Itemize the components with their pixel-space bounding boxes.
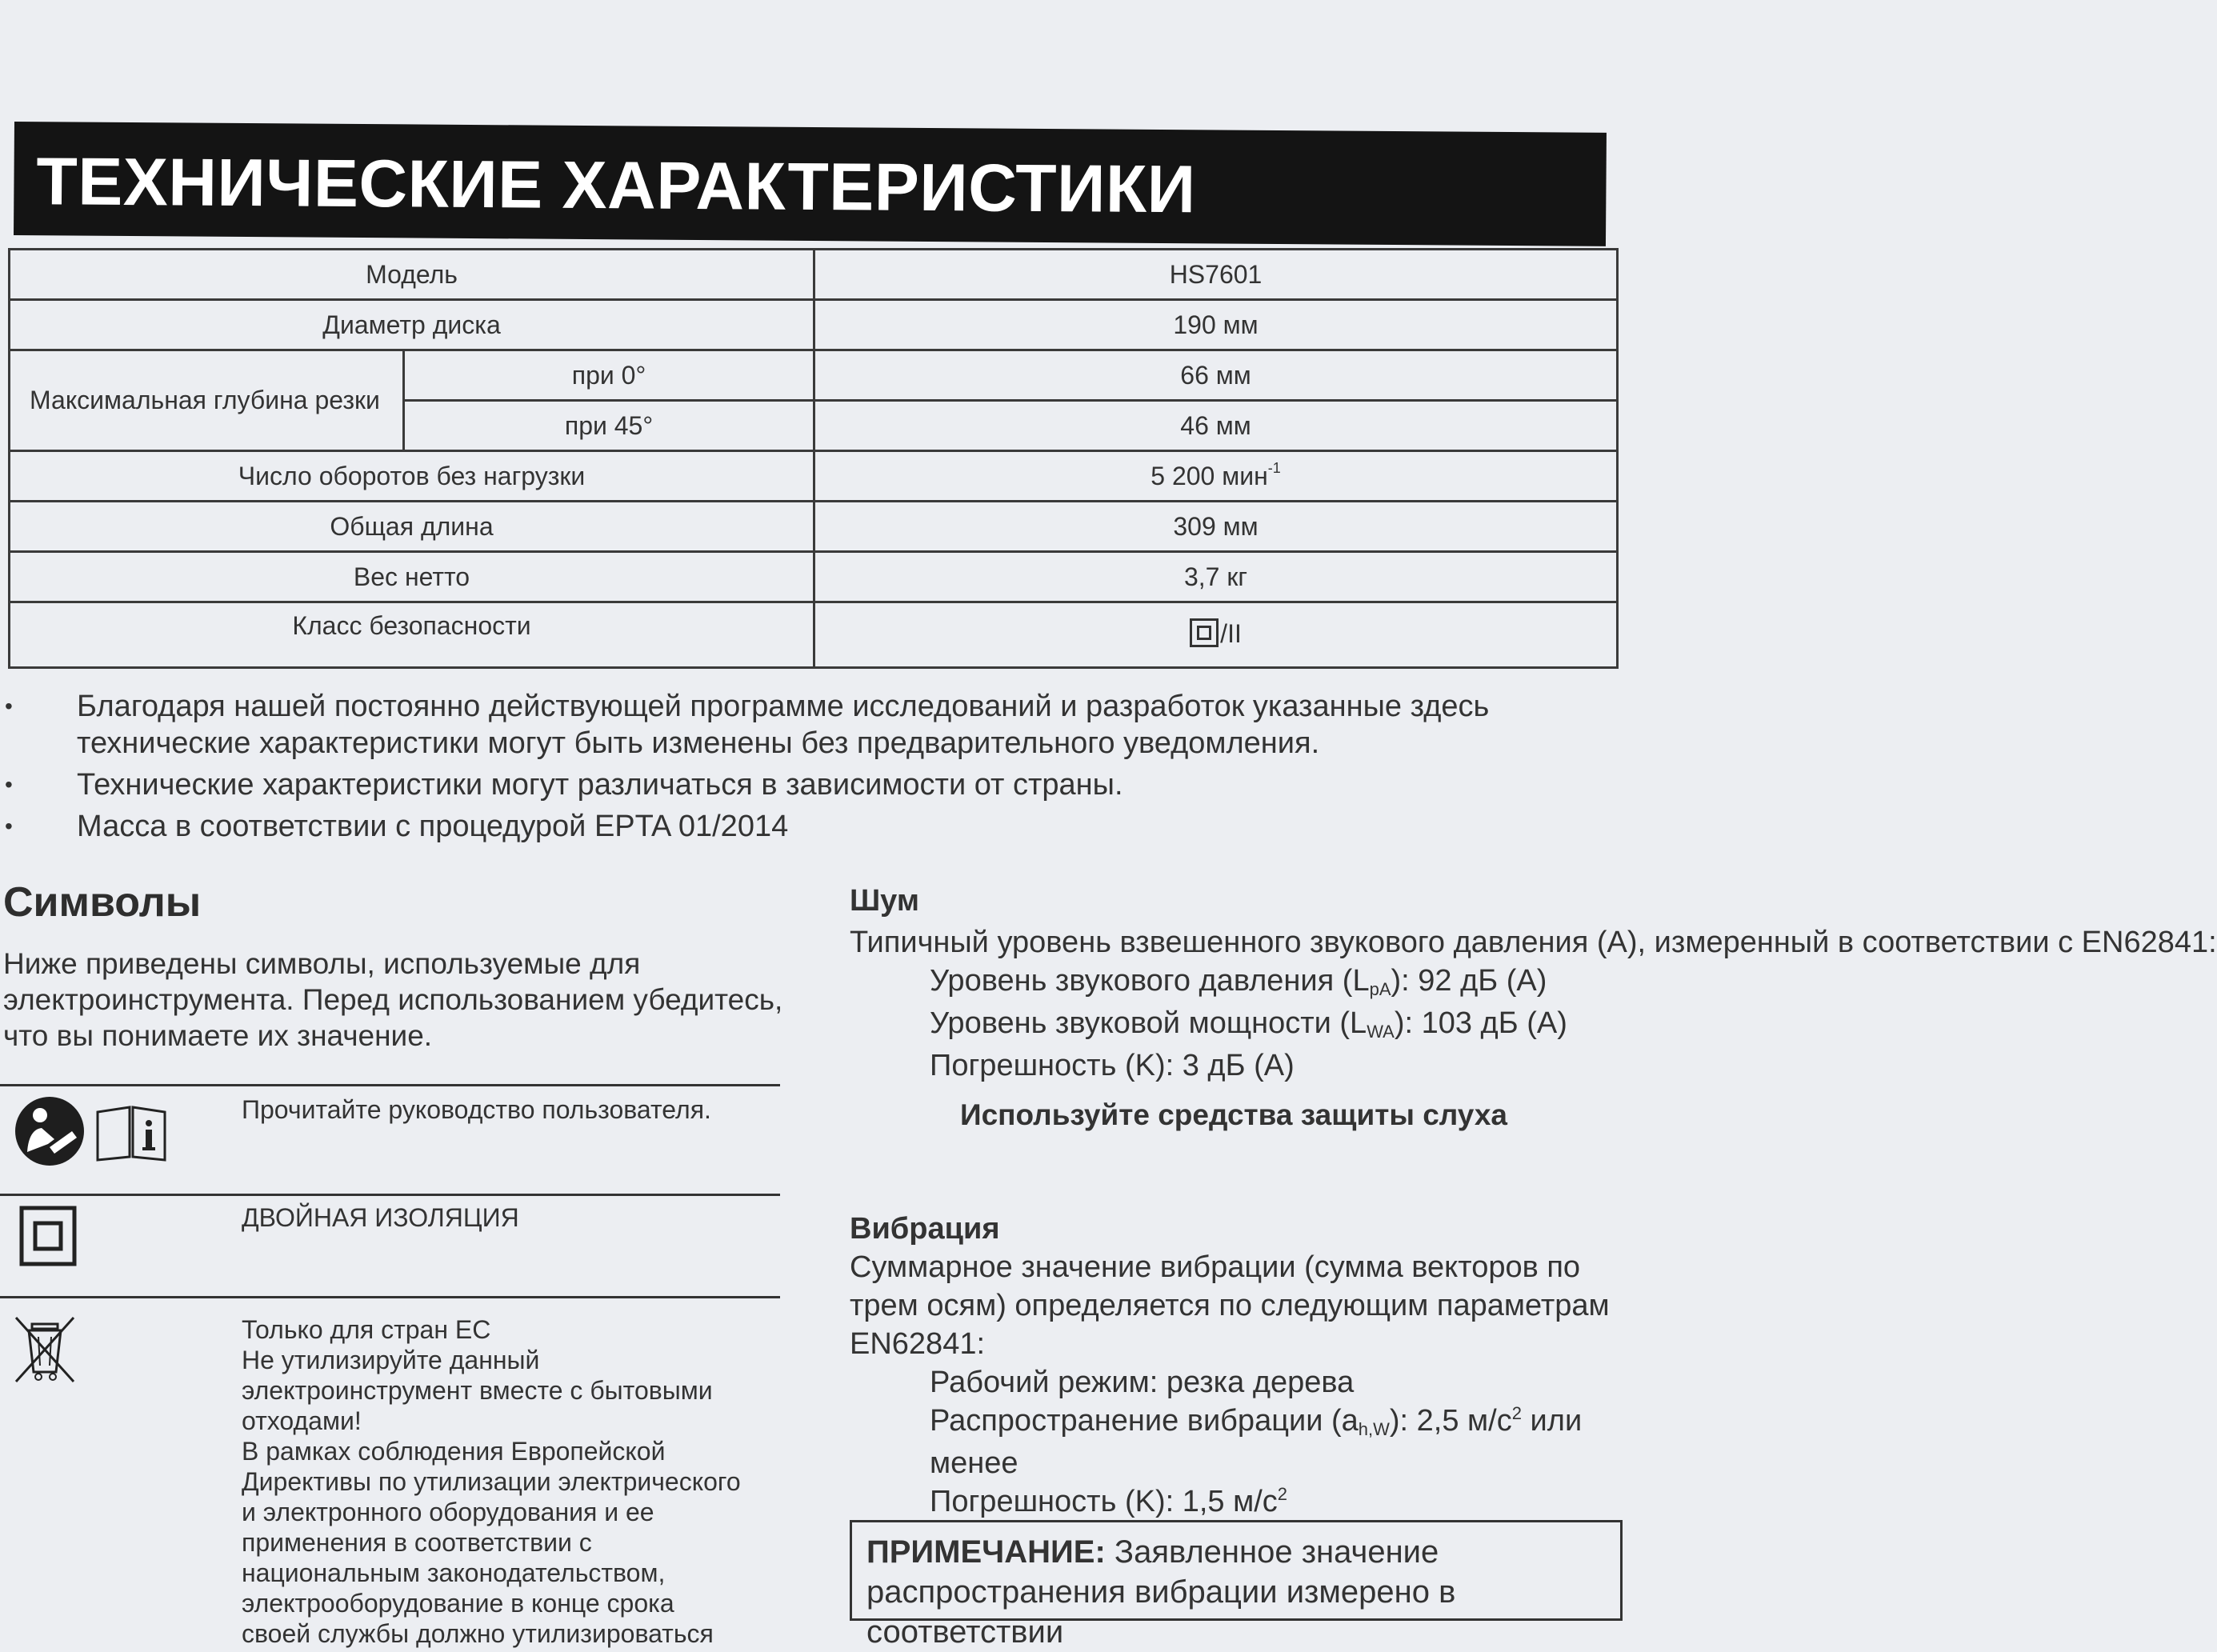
speed-exponent: -1 [1267, 459, 1281, 476]
table-row [10, 552, 1618, 602]
noise-pressure-label: Уровень звукового давления (L [930, 964, 1370, 998]
symbol-row-insulation [0, 1196, 780, 1292]
spec-sublabel: при 0° [404, 350, 814, 401]
spec-notes [0, 688, 1592, 850]
noise-power [850, 1004, 1618, 1046]
spec-label: Модель [10, 250, 814, 300]
list-item: • Масса в соответствии с процедурой EPTA 01/2014 [0, 808, 1592, 845]
manual-book-icon [94, 1104, 168, 1162]
table-row [10, 451, 1618, 502]
noise-power-sub: WA [1367, 1022, 1395, 1042]
vibration-emission-tail: или менее [930, 1404, 1583, 1480]
symbol-row-weee [0, 1298, 780, 1648]
read-manual-icon [13, 1094, 86, 1168]
spec-table [8, 248, 1619, 669]
vibration-intro: Суммарное значение вибрации (сумма векторов по трем осям) определяется по следующим параметрам EN62841: [850, 1250, 1610, 1361]
table-row [10, 300, 1618, 350]
spec-value: 190 мм [814, 300, 1618, 350]
list-item: • Благодаря нашей постоянно действующей программе исследований и разработок указанные здесь технические характеристики могут быть изменены без предварительного уведомления. [0, 688, 1592, 762]
noise-pressure-value: ): 92 дБ (A) [1391, 964, 1547, 998]
spec-label: Вес нетто [10, 552, 814, 602]
table-row [10, 602, 1618, 668]
noise-intro: Типичный уровень взвешенного звукового давления (A), измеренный в соответствии с EN62841: [850, 926, 2217, 959]
hearing-protection-warning: Используйте средства защиты слуха [959, 1098, 1507, 1131]
symbol-description: Прочитайте руководство пользователя. [242, 1095, 711, 1124]
noise-uncertainty: Погрешность (K): 3 дБ (A) [930, 1049, 1295, 1082]
vibration-uncertainty [850, 1482, 1618, 1525]
spec-value [814, 602, 1618, 668]
list-item: • Технические характеристики могут различаться в зависимости от страны. [0, 766, 1592, 803]
vibration-emission-value: ): 2,5 м/с [1389, 1404, 1512, 1438]
title-bar [14, 122, 1607, 246]
vibration-emission-label: Распространение вибрации (a [930, 1404, 1359, 1438]
vibration-section [850, 1210, 1618, 1525]
vibration-uncertainty-sup: 2 [1277, 1484, 1288, 1504]
vibration-heading: Вибрация [850, 1212, 1000, 1246]
table-row [10, 350, 1618, 401]
double-insulation-icon [19, 1206, 77, 1266]
vibration-uncertainty-label: Погрешность (K): 1,5 м/с [930, 1485, 1278, 1518]
spec-label: Максимальная глубина резки [10, 350, 404, 451]
spec-value: HS7601 [814, 250, 1618, 300]
noise-power-value: ): 103 дБ (A) [1394, 1006, 1567, 1040]
vibration-emission-sup: 2 [1511, 1403, 1522, 1423]
note-body: Заявленное значение распространения вибрации измерено в соответствии [866, 1534, 1456, 1650]
crossed-bin-icon [14, 1316, 75, 1383]
spec-value: 3,7 кг [814, 552, 1618, 602]
spec-value: 309 мм [814, 502, 1618, 552]
symbols-heading: Символы [3, 879, 202, 926]
symbols-intro: Ниже приведены символы, используемые для электроинструмента. Перед использованием убедитесь, что вы понимаете их значение. [3, 947, 783, 1052]
noise-pressure-sub: pA [1369, 979, 1391, 999]
safety-class-value: /II [1220, 619, 1242, 649]
page-title: ТЕХНИЧЕСКИЕ ХАРАКТЕРИСТИКИ [36, 143, 1196, 227]
symbol-description: Только для стран ЕС Не утилизируйте данный электроинструмент вместе с бытовыми отходами! В рамках соблюдения Европейской Директивы по утилизации электрического и электронного оборудования и ее применения в соответствии с национальным законодательством, электрооборудование в конце срока своей службы должно утилизироваться [242, 1315, 741, 1648]
vibration-emission-sub: h,W [1358, 1419, 1390, 1439]
double-insulation-icon [1190, 618, 1219, 647]
table-row [10, 502, 1618, 552]
noise-heading: Шум [850, 884, 919, 918]
symbol-row-manual [0, 1086, 780, 1179]
spec-value: 46 мм [814, 401, 1618, 451]
noise-power-label: Уровень звуковой мощности (L [930, 1006, 1367, 1040]
spec-label: Число оборотов без нагрузки [10, 451, 814, 502]
noise-section [850, 882, 2217, 1134]
table-row [10, 250, 1618, 300]
noise-pressure [850, 962, 1618, 1004]
speed-value: 5 200 мин [1151, 461, 1268, 490]
symbol-description: ДВОЙНАЯ ИЗОЛЯЦИЯ [242, 1203, 519, 1232]
spec-label: Общая длина [10, 502, 814, 552]
spec-label: Класс безопасности [10, 602, 814, 668]
note-box [850, 1520, 1623, 1650]
spec-value [814, 451, 1618, 502]
vibration-emission [850, 1402, 1618, 1482]
vibration-mode: Рабочий режим: резка дерева [930, 1366, 1355, 1399]
spec-value: 66 мм [814, 350, 1618, 401]
spec-sublabel: при 45° [404, 401, 814, 451]
note-text [866, 1532, 1603, 1652]
spec-label: Диаметр диска [10, 300, 814, 350]
note-label: ПРИМЕЧАНИЕ: [866, 1534, 1106, 1570]
